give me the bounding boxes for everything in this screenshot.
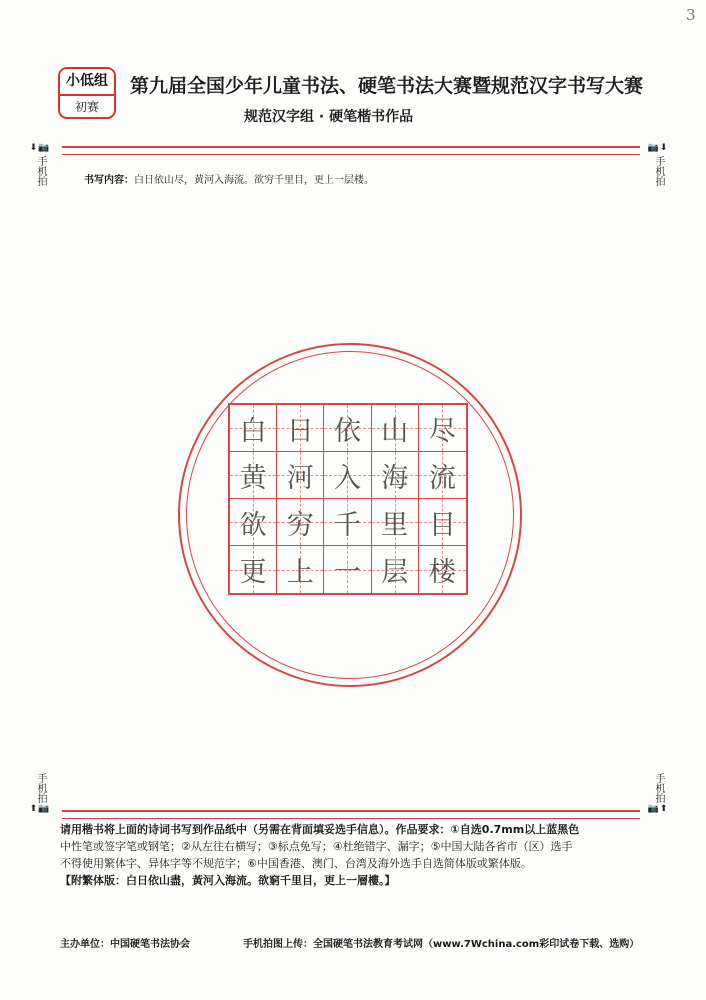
grid-cell [277, 499, 324, 546]
photo-label: 手机拍 [35, 773, 46, 803]
camera-icon: ⬇📷 [29, 143, 51, 153]
grid-cell [324, 452, 371, 499]
handwritten-character: 穷 [286, 509, 314, 541]
grid-cell [419, 405, 466, 452]
handwritten-character: 一 [333, 557, 361, 588]
camera-icon: 📷⬇ [647, 143, 669, 153]
grid-cell [372, 452, 419, 499]
grid-cell [419, 452, 466, 499]
handwritten-character: 千 [333, 509, 361, 541]
photo-marker-bottom-left [28, 773, 52, 817]
badge-group-label: 小低组 [60, 69, 114, 96]
handwritten-character: 流 [428, 462, 456, 494]
photo-marker-bottom-right [646, 773, 670, 817]
handwritten-character: 楼 [428, 557, 456, 588]
writing-grid [228, 403, 468, 595]
grid-cell [324, 546, 371, 593]
requirements-line: 中性笔或签字笔或钢笔；②从左往右横写；③标点免写；④杜绝错字、漏字；⑤中国大陆各省市（区）选手 [60, 840, 573, 853]
photo-marker-top-left [28, 142, 52, 186]
top-divider [62, 146, 640, 155]
handwritten-character: 依 [333, 415, 361, 447]
badge-round-label: 初赛 [74, 100, 99, 114]
grid-cell [324, 499, 371, 546]
requirements-line: 不得使用繁体字、异体字等不规范字；⑥中国香港、澳门、台湾及海外选手自选简体版或繁体版。 [60, 857, 532, 870]
grid-cell [419, 499, 466, 546]
handwritten-character: 里 [381, 509, 409, 541]
camera-icon: 📷⬆ [647, 804, 669, 814]
traditional-version-note: 【附繁体版：白日依山盡，黃河入海流。欲窮千里目，更上一層樓。】 [60, 874, 396, 887]
upload-label: 手机拍图上传：全国硬笔书法教育考试网（www.7Wchina.com彩印试卷下载、选购） [243, 939, 640, 950]
handwritten-character: 日 [286, 415, 314, 447]
writing-content [84, 171, 374, 186]
grid-cell [230, 405, 277, 452]
organizer-label: 主办单位：中国硬笔书法协会 [60, 939, 190, 950]
handwritten-character: 更 [239, 557, 267, 588]
handwritten-character: 白 [239, 415, 267, 447]
photo-label: 手机拍 [653, 156, 664, 186]
handwritten-character: 层 [381, 557, 409, 588]
grid-cell [230, 546, 277, 593]
grid-cell [230, 499, 277, 546]
handwritten-character: 目 [428, 509, 456, 541]
photo-label: 手机拍 [653, 773, 664, 803]
grid-cell [230, 452, 277, 499]
writing-content-text: 白日依山尽，黄河入海流。欲穷千里目，更上一层楼。 [134, 175, 374, 186]
grid-cell [324, 405, 371, 452]
grid-cell [277, 405, 324, 452]
camera-icon: ⬆📷 [29, 804, 51, 814]
requirements-text [60, 821, 650, 889]
handwritten-character: 山 [381, 415, 409, 447]
handwritten-character: 河 [286, 462, 314, 494]
grid-cell [277, 546, 324, 593]
grid-cell [372, 405, 419, 452]
handwritten-character: 尽 [428, 415, 456, 447]
grid-cell [419, 546, 466, 593]
page-number: 3 [686, 6, 696, 24]
contest-subtitle: 规范汉字组 · 硬笔楷书作品 [244, 109, 414, 125]
group-badge [58, 67, 116, 119]
grid-cell [277, 452, 324, 499]
bottom-divider [62, 810, 640, 819]
handwritten-character: 入 [333, 462, 361, 494]
handwritten-character: 海 [381, 462, 409, 494]
contest-title: 第九届全国少年儿童书法、硬笔书法大赛暨规范汉字书写大赛 [130, 75, 644, 97]
photo-marker-top-right [646, 142, 670, 186]
handwritten-character: 上 [286, 557, 314, 588]
grid-cell [372, 546, 419, 593]
grid-cell [372, 499, 419, 546]
photo-label: 手机拍 [35, 156, 46, 186]
writing-content-label: 书写内容： [84, 175, 134, 186]
handwritten-character: 欲 [239, 509, 267, 541]
requirements-line: 请用楷书将上面的诗词书写到作品纸中（另需在背面填妥选手信息）。作品要求：①自选0.7mm以上蓝黑色 [60, 823, 580, 836]
handwritten-character: 黄 [239, 462, 267, 494]
